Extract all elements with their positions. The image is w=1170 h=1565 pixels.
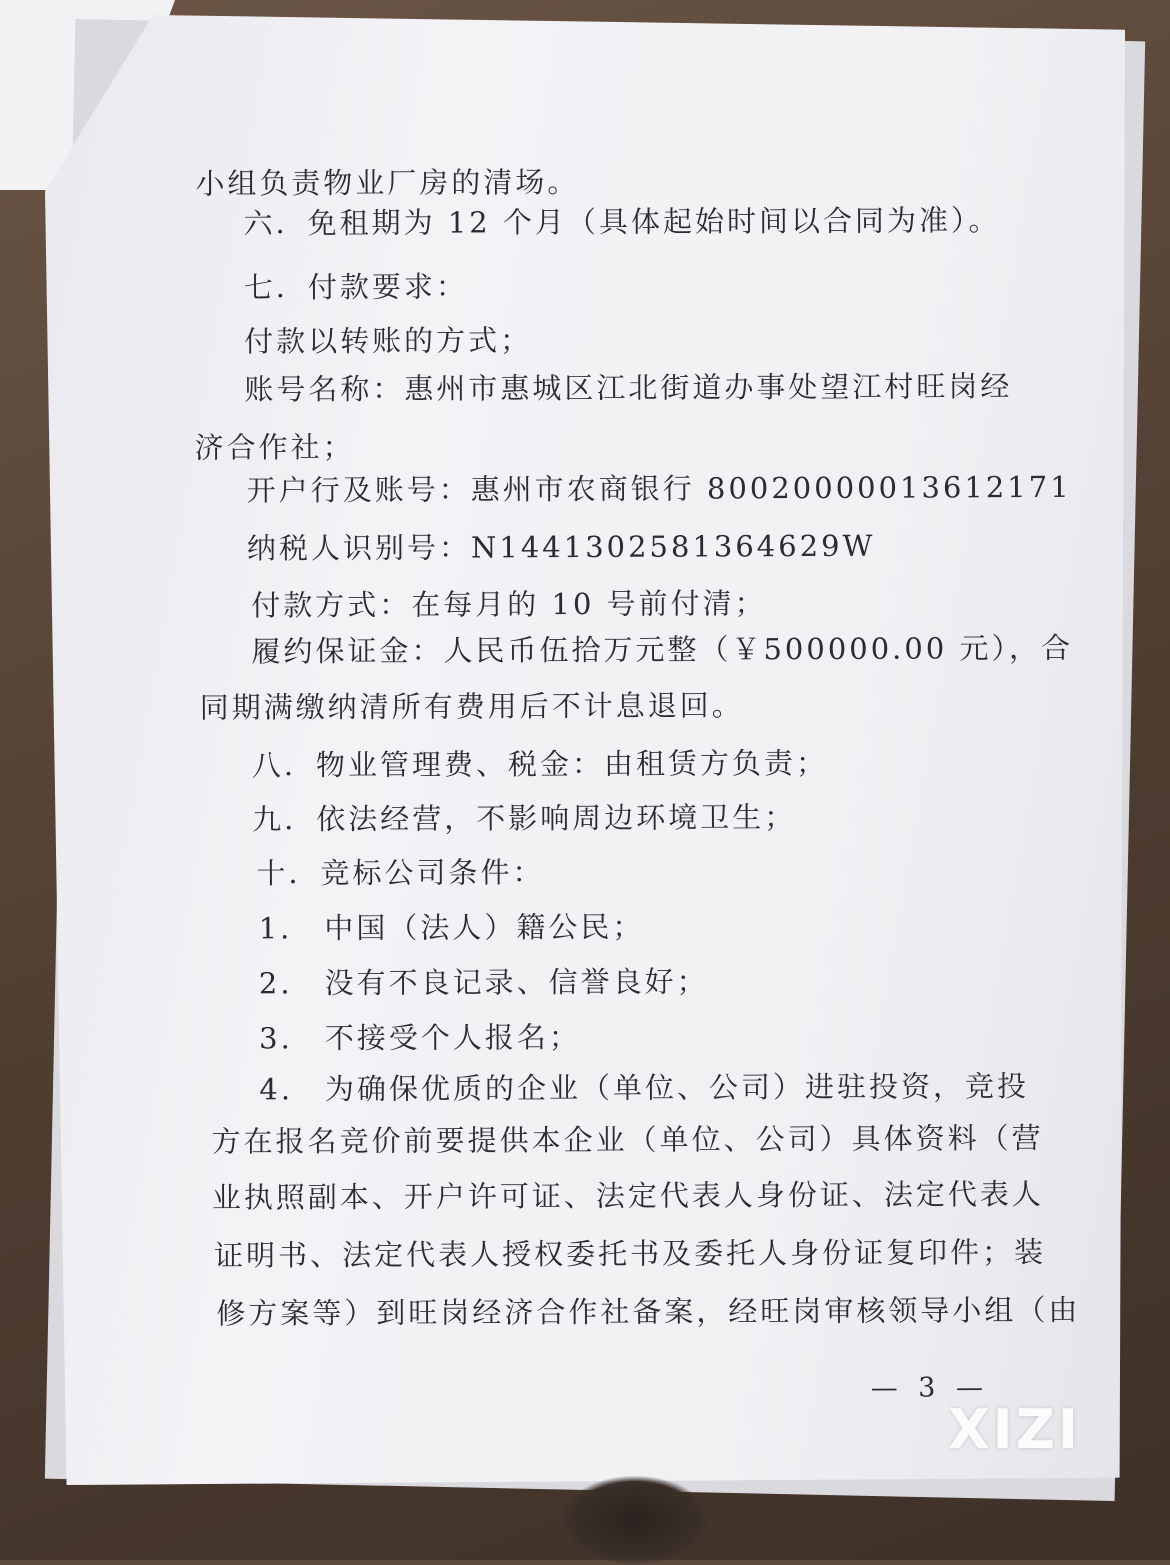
text-line: 付款方式：在每月的 10 号前付清；: [251, 586, 767, 623]
text-line: 七．付款要求：: [243, 269, 468, 305]
watermark-logo: XIZI: [948, 1398, 1081, 1461]
text-line: 4. 为确保优质的企业（单位、公司）进驻投资，竞投: [259, 1069, 1030, 1107]
text-line: 八．物业管理费、税金：由租赁方负责；: [251, 745, 829, 783]
text-line: 业执照副本、开户许可证、法定代表人身份证、法定代表人: [211, 1177, 1044, 1215]
text-line: 六．免租期为 12 个月（具体起始时间以合同为准）。: [243, 203, 1001, 241]
page-number: — 3 —: [870, 1372, 990, 1404]
text-line: 同期满缴纳清所有费用后不计息退回。: [199, 688, 744, 725]
text-line: 2. 没有不良记录、信誉良好；: [258, 964, 709, 1001]
text-line: 开户行及账号：惠州市农商银行 80020000013612171: [246, 469, 1072, 508]
text-line: 济合作社；: [194, 430, 355, 465]
shoe-shadow: [560, 1475, 710, 1565]
text-line: 纳税人识别号：N1441302581364629W: [246, 528, 876, 566]
text-line: 1. 中国（法人）籍公民；: [258, 909, 645, 946]
text-line: 十．竞标公司条件：: [256, 855, 545, 891]
text-line: 修方案等）到旺岗经济合作社备案，经旺岗审核领导小组（由: [216, 1292, 1081, 1331]
text-line: 方在报名竞价前要提供本企业（单位、公司）具体资料（营: [211, 1121, 1044, 1159]
text-line: 九．依法经营，不影响周边环境卫生；: [252, 800, 797, 837]
text-line: 小组负责物业厂房的清场。: [195, 165, 580, 201]
text-line: 账号名称：惠州市惠城区江北街道办事处望江村旺岗经: [244, 369, 1013, 407]
text-line: 付款以转账的方式；: [244, 323, 533, 359]
text-line: 证明书、法定代表人授权委托书及委托人身份证复印件；装: [213, 1234, 1047, 1273]
text-line: 履约保证金：人民币伍拾万元整（￥500000.00 元），合: [251, 630, 1074, 669]
text-line: 3. 不接受个人报名；: [259, 1020, 581, 1056]
